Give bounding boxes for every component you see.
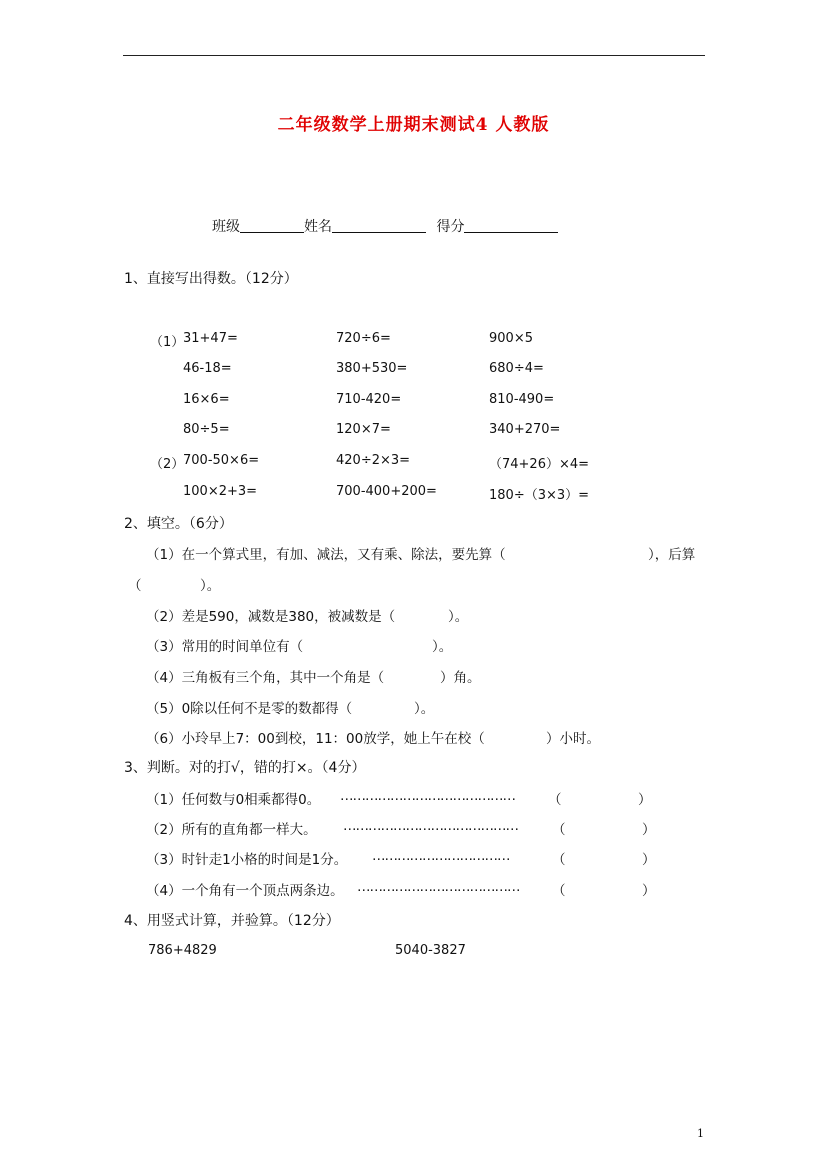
- calc-item: 380+530=: [336, 361, 408, 376]
- fill-q4-close: ）角。: [440, 670, 481, 686]
- section-3-heading: 3、判断。对的打√，错的打×。（4分）: [124, 760, 366, 776]
- fill-q1-text-end: ），后算: [648, 547, 696, 563]
- calc-item: 700-400+200=: [336, 484, 437, 499]
- fill-q1-text: （1）在一个算式里，有加、减法，又有乘、除法，要先算（: [146, 547, 506, 563]
- name-blank[interactable]: [332, 218, 426, 233]
- judge-q1-open: （: [548, 792, 562, 808]
- calc-item: 31+47=: [183, 331, 238, 346]
- judge-q3-close: ）: [642, 852, 656, 868]
- judge-q2-dots: ……………………………………: [343, 818, 518, 834]
- calc-item: 340+270=: [489, 422, 561, 437]
- page-number: 1: [697, 1127, 704, 1140]
- fill-q3-text: （3）常用的时间单位有（: [146, 639, 304, 655]
- judge-q3-dots: ……………………………: [372, 848, 510, 864]
- fill-q5-text: （5）0除以任何不是零的数都得（: [146, 701, 353, 717]
- judge-q2-open: （: [552, 822, 566, 838]
- calc-item: 900×5: [489, 331, 533, 346]
- fill-q1-open: （: [128, 578, 142, 594]
- fill-q2-close: ）。: [448, 609, 469, 625]
- judge-q4-dots: …………………………………: [357, 879, 520, 895]
- calc-item: 710-420=: [336, 392, 402, 407]
- calc-item: 680÷4=: [489, 361, 544, 376]
- calc-item: 700-50×6=: [183, 453, 260, 468]
- fill-q6-text: （6）小玲早上7：00到校，11：00放学，她上午在校（: [146, 731, 485, 747]
- class-blank[interactable]: [240, 218, 304, 233]
- judge-q3-text: （3）时针走1小格的时间是1分。: [146, 852, 348, 868]
- calc-item: 80÷5=: [183, 422, 230, 437]
- calc-item: 100×2+3=: [183, 484, 258, 499]
- vertical-calc-b: 5040-3827: [395, 943, 466, 958]
- judge-q2-close: ）: [642, 822, 656, 838]
- part-1-label: （1）: [150, 335, 185, 350]
- judge-q4-open: （: [552, 883, 566, 899]
- student-info-line: [212, 216, 558, 236]
- calc-item: 720÷6=: [336, 331, 391, 346]
- header-rule: [123, 55, 705, 56]
- judge-q1-dots: ……………………………………: [340, 788, 515, 804]
- calc-item: 180÷（3×3）=: [489, 488, 590, 503]
- judge-q3-open: （: [552, 852, 566, 868]
- vertical-calc-a: 786+4829: [148, 943, 217, 958]
- calc-item: （74+26）×4=: [489, 457, 590, 472]
- judge-q1-text: （1）任何数与0相乘都得0。: [146, 792, 321, 808]
- score-blank[interactable]: [464, 218, 558, 233]
- judge-q4-close: ）: [642, 883, 656, 899]
- judge-q4-text: （4）一个角有一个顶点两条边。: [146, 883, 344, 899]
- section-4-heading: 4、用竖式计算，并验算。（12分）: [124, 913, 340, 929]
- calc-item: 420÷2×3=: [336, 453, 411, 468]
- section-2-heading: 2、填空。（6分）: [124, 516, 233, 532]
- fill-q3-close: ）。: [432, 639, 453, 655]
- calc-item: 16×6=: [183, 392, 230, 407]
- name-label: 姓名: [304, 219, 332, 235]
- part-2-label: （2）: [150, 457, 185, 472]
- calc-item: 120×7=: [336, 422, 391, 437]
- fill-q5-close: ）。: [414, 701, 435, 717]
- fill-q2-text: （2）差是590，减数是380，被减数是（: [146, 609, 396, 625]
- score-label: 得分: [436, 219, 465, 235]
- page-title: 二年级数学上册期末测试4 人教版: [277, 115, 550, 135]
- judge-q2-text: （2）所有的直角都一样大。: [146, 822, 317, 838]
- fill-q6-close: ）小时。: [546, 731, 600, 747]
- fill-q4-text: （4）三角板有三个角，其中一个角是（: [146, 670, 385, 686]
- fill-q1-close: ）。: [200, 578, 221, 594]
- class-label: 班级: [212, 219, 240, 235]
- calc-item: 810-490=: [489, 392, 555, 407]
- section-1-heading: 1、直接写出得数。（12分）: [124, 271, 298, 287]
- calc-item: 46-18=: [183, 361, 232, 376]
- judge-q1-close: ）: [638, 792, 652, 808]
